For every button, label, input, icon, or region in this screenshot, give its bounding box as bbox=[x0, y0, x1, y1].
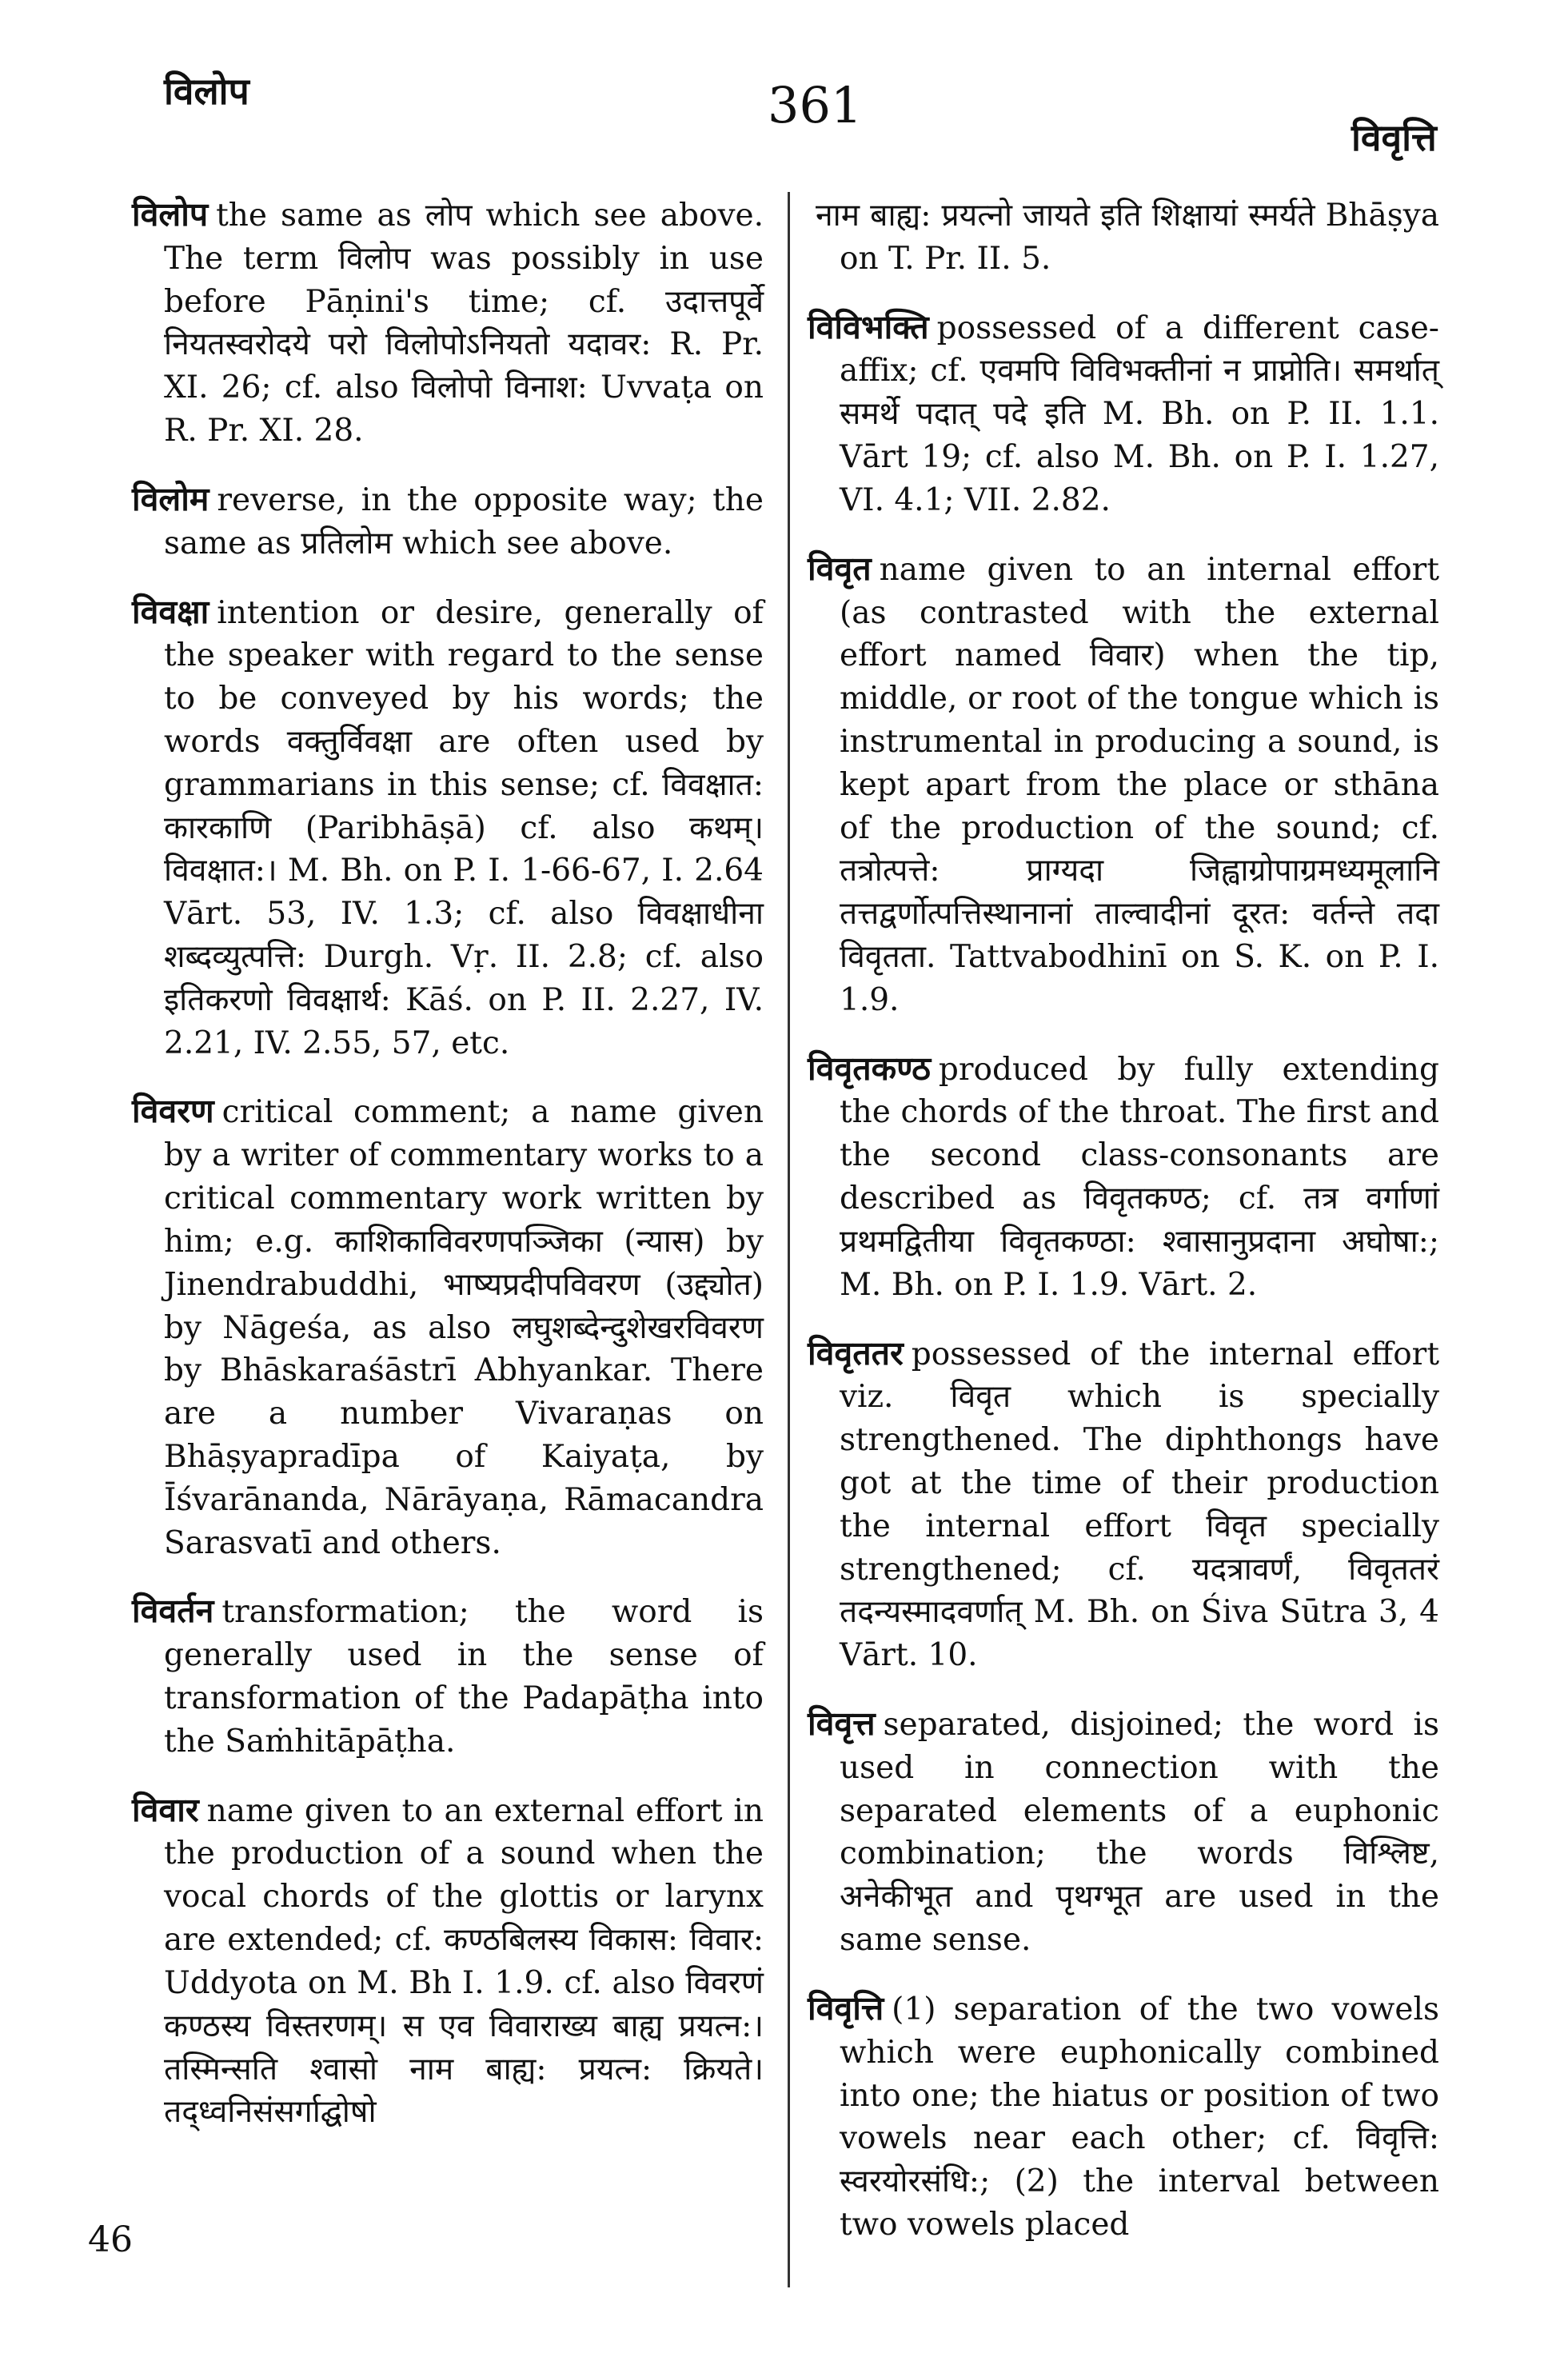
signature-mark: 46 bbox=[88, 2219, 133, 2260]
entry-definition: (1) separation of the two vowels which were euphonically combined into one; the hiatus or position of two vowels near each other; cf. विवृत्ति: स्वरयोरसंधि:; (2) the interval between two vowels placed bbox=[840, 1991, 1439, 2243]
entry-definition: नाम बाह्य: प्रयत्नो जायते इति शिक्षायां स्मर्यते Bhāṣya on T. Pr. II. 5. bbox=[816, 198, 1439, 277]
entry-headword: विवृत्ति bbox=[808, 1988, 884, 2027]
entry-definition: produced by fully extending the chords of the throat. The first and the second class-consonants are described as विवृतकण्ठ; cf. तत्र वर्गाणां प्रथमद्वितीया विवृतकण्ठा: श्वासानुप्रदाना अघोषा:; M. Bh. on P. I. 1.9. Vārt. 2. bbox=[840, 1051, 1439, 1303]
entry-headword: विविभक्ति bbox=[808, 307, 929, 346]
dictionary-entry bbox=[808, 1331, 1439, 1678]
left-column bbox=[132, 192, 764, 2158]
entry-headword: विवृतकण्ठ bbox=[808, 1049, 931, 1088]
entry-definition: transformation; the word is generally used in the sense of transformation of the Padapāṭha into the Saṁhitāpāṭha. bbox=[164, 1594, 764, 1760]
entry-definition: the same as लोप which see above. The term विलोप was possibly in use before Pāṇini's time; cf. उदात्तपूर्वे नियतस्वरोदये परो विलोपोऽनियतो यदावर: R. Pr. XI. 26; cf. also विलोपो विनाश: Uvvaṭa on R. Pr. XI. 28. bbox=[164, 198, 764, 449]
entry-headword: विवक्षा bbox=[132, 592, 209, 631]
dictionary-entry bbox=[132, 192, 764, 453]
entry-definition: critical comment; a name given by a writer of commentary works to a critical commentary work written by him; e.g. काशिकाविवरणपञ्जिका (न्यास) by Jinendrabuddhi, भाष्यप्रदीपविवरण (उद्द्योत) by Nāgeśa, as also लघुशब्देन्दुशेखरविवरण by Bhāskaraśāstrī Abhyankar. There are a number Vivaraṇas on Bhāṣyapradīpa of Kaiyaṭa, by Īśvarānanda, Nārāyaṇa, Rāmacandra Sarasvatī and others. bbox=[164, 1094, 764, 1561]
dictionary-entry-continued bbox=[808, 192, 1439, 281]
entry-definition: separated, disjoined; the word is used in connection with the separated elements of a euphonic combination; the words विश्लिष्ट, अनेकीभूत and पृथग्भूत are used in the same sense. bbox=[840, 1707, 1439, 1959]
entry-headword: विवृत्त bbox=[808, 1704, 876, 1743]
dictionary-entry bbox=[132, 1588, 764, 1763]
entry-headword: विवरण bbox=[132, 1092, 214, 1131]
dictionary-entry bbox=[808, 1046, 1439, 1307]
dictionary-entry bbox=[132, 1788, 764, 2135]
entry-headword: विवर्तन bbox=[132, 1592, 214, 1631]
entry-headword: विवृततर bbox=[808, 1333, 904, 1372]
column-divider bbox=[788, 192, 790, 2287]
entry-definition: possessed of the internal effort viz. विवृत which is specially strengthened. The diphthongs have got at the time of their production the internal effort विवृत specially strengthened; cf. यदत्रावर्णं, विवृततरं तदन्यस्मादवर्णात् M. Bh. on Śiva Sūtra 3, 4 Vārt. 10. bbox=[840, 1336, 1439, 1674]
entry-definition: name given to an internal effort (as contrasted with the external effort named विवार) when the tip, middle, or root of the tongue which is instrumental in producing a sound, is kept apart from the place or sthāna of the production of the sound; cf. तत्रोत्पत्ते: प्राग्यदा जिह्वाग्रोपाग्रमध्यमूलानि तत्तद्वर्णोत्पत्तिस्थानानां ताल्वादीनां दूरत: वर्तन्ते तदा विवृतता. Tattvabodhinī on S. K. on P. I. 1.9. bbox=[840, 551, 1439, 1018]
dictionary-entry bbox=[808, 1986, 1439, 2247]
dictionary-entry bbox=[808, 546, 1439, 1022]
dictionary-entry bbox=[132, 477, 764, 565]
entry-headword: विवृत bbox=[808, 549, 872, 588]
page-number: 361 bbox=[768, 76, 863, 134]
running-head-left: विलोप bbox=[164, 70, 249, 113]
dictionary-entry bbox=[132, 1089, 764, 1564]
entry-definition: possessed of a different case-affix; cf. एवमपि विविभक्तीनां न प्राप्नोति। समर्थात् समर्थे पदात् पदे इति M. Bh. on P. II. 1.1. Vārt 19; cf. also M. Bh. on P. I. 1.27, VI. 4.1; VII. 2.82. bbox=[840, 310, 1439, 518]
entry-headword: विवार bbox=[132, 1790, 199, 1829]
running-head-right: विवृत्ति bbox=[1351, 116, 1437, 159]
entry-headword: विलोप bbox=[132, 195, 209, 234]
dictionary-entry bbox=[808, 305, 1439, 522]
right-column bbox=[808, 192, 1439, 2271]
entry-definition: name given to an external effort in the production of a sound when the vocal chords of the glottis or larynx are extended; cf. कण्ठबिलस्य विकास: विवार: Uddyota on M. Bh I. 1.9. cf. also विवरणं कण्ठस्य विस्तरणम्। स एव विवाराख्य बाह्य प्रयत्न:। तस्मिन्सति श्वासो नाम बाह्य: प्रयत्न: क्रियते। तद्ध्वनिसंसर्गाद्घोषो bbox=[164, 1792, 764, 2131]
dictionary-entry bbox=[808, 1701, 1439, 1962]
entry-definition: reverse, in the opposite way; the same as प्रतिलोम which see above. bbox=[164, 481, 764, 561]
entry-definition: intention or desire, generally of the speaker with regard to the sense to be conveyed by his words; the words वक्तुर्विवक्षा are often used by grammarians in this sense; cf. विवक्षात: कारकाणि (Paribhāṣā) cf. also कथम्। विवक्षात:। M. Bh. on P. I. 1-66-67, I. 2.64 Vārt. 53, IV. 1.3; cf. also विवक्षाधीना शब्दव्युत्पत्ति: Durgh. Vṛ. II. 2.8; cf. also इतिकरणो विवक्षार्थ: Kāś. on P. II. 2.27, IV. 2.21, IV. 2.55, 57, etc. bbox=[164, 594, 764, 1061]
dictionary-entry bbox=[132, 589, 764, 1065]
entry-headword: विलोम bbox=[132, 479, 209, 518]
